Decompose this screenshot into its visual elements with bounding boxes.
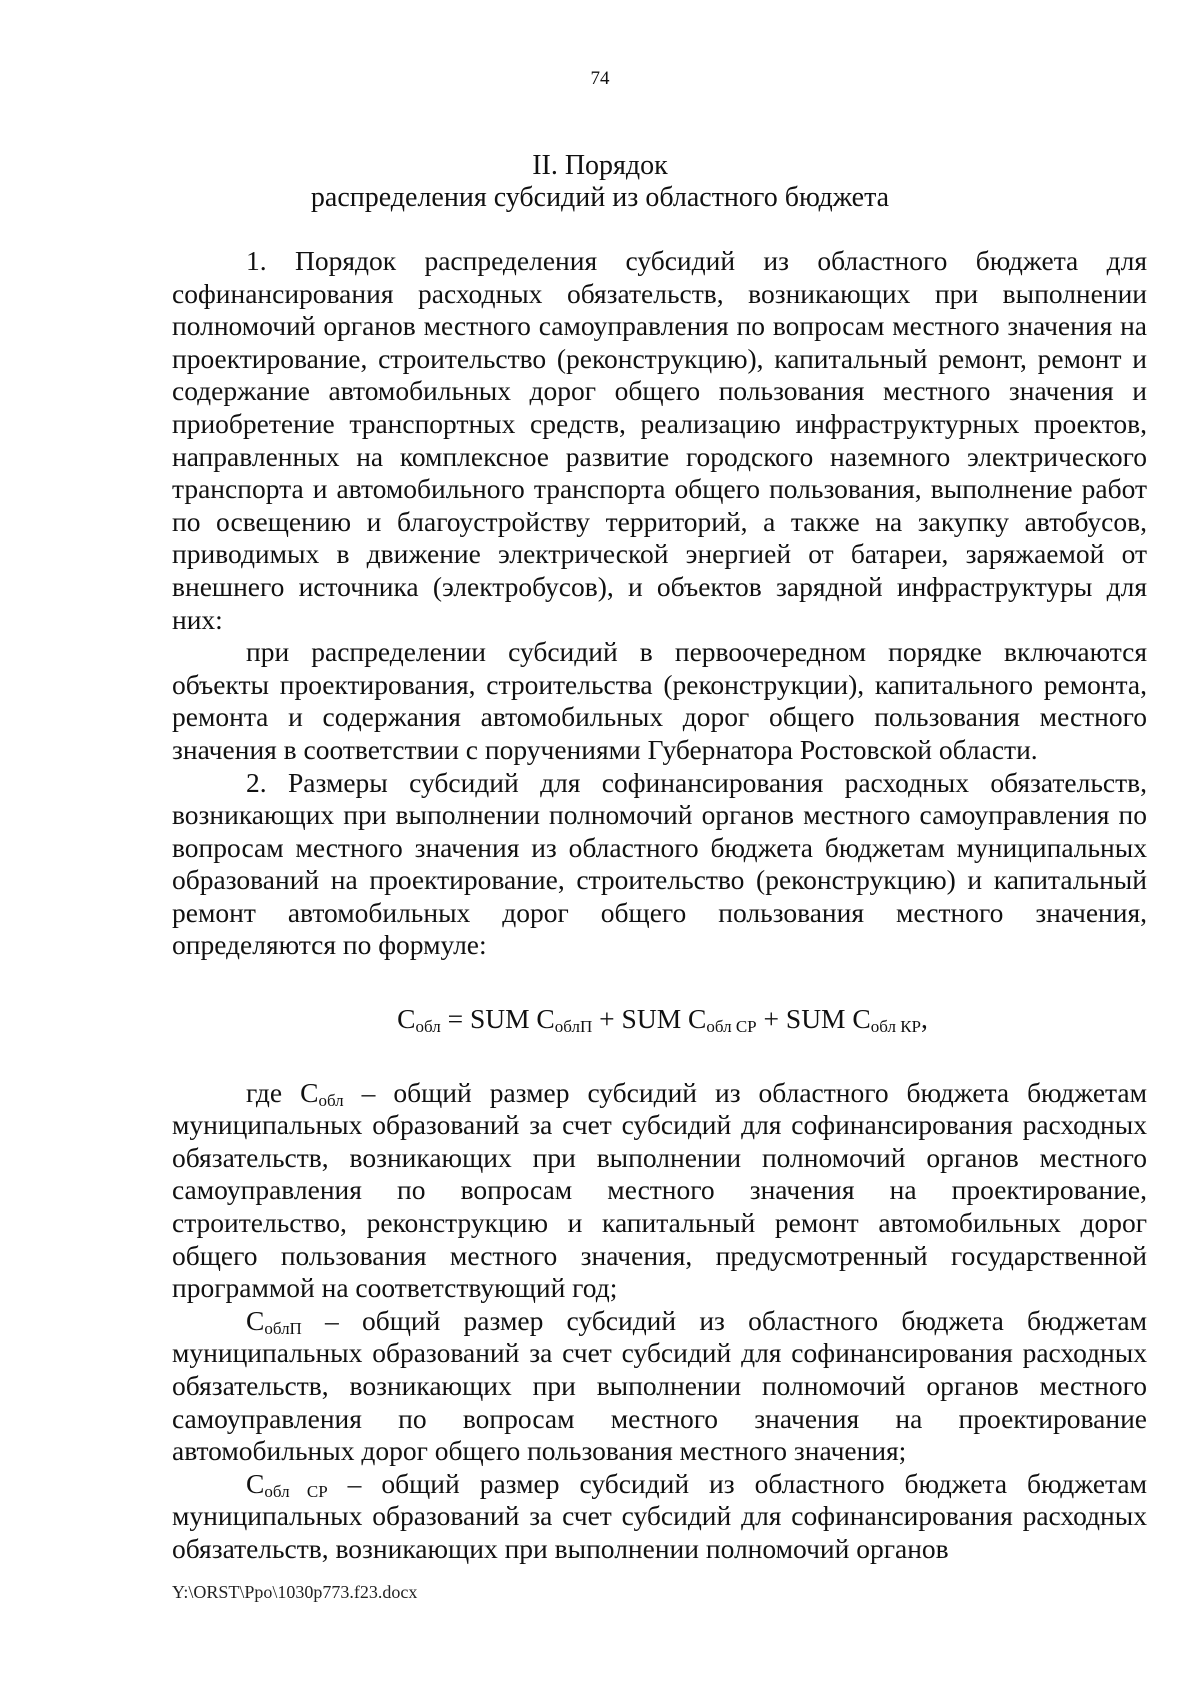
paragraph-2: при распределении субсидий в первоочередном порядке включаются объекты проектирования, строительства (реконструкции), капитального ремонта, ремонта и содержания автомобильных дорог общего пользования местного значения в соответствии с поручениями Губернатора Ростовской области. [172, 636, 1147, 765]
paragraph-definition-c-obl [172, 1077, 1147, 1305]
definition-subscript: обл СР [264, 1481, 328, 1501]
formula-subscript: облП [554, 1017, 593, 1037]
paragraph-definition-c-obl-sr [172, 1468, 1147, 1566]
formula-subscript: обл СР [706, 1017, 757, 1037]
section-heading [0, 150, 1200, 214]
formula-part: = SUM С [440, 1003, 555, 1035]
definition-term: С [246, 1467, 265, 1499]
section-heading-line-2: распределения субсидий из областного бюджета [310, 182, 890, 213]
formula-part: + SUM С [592, 1003, 707, 1035]
formula-part: , [921, 1003, 928, 1035]
definition-term: С [246, 1304, 265, 1336]
definition-text: – общий размер субсидий из областного бюджета бюджетам муниципальных образований за счет субсидий для софинансирования расходных обязательств, возникающих при выполнении полномочий органов местного самоуправления по вопросам местного значения на проектирование, строительство, реконструкцию и капитальный ремонт автомобильных дорог общего пользования местного значения, предусмотренный государственной программой на соответствующий год; [172, 1076, 1148, 1304]
definition-subscript: обл [318, 1090, 344, 1110]
page-number: 74 [590, 68, 610, 89]
formula [172, 1003, 1147, 1036]
section-heading-line-1: II. Порядок [532, 150, 668, 181]
formula-subscript: обл КР [870, 1017, 921, 1037]
definition-subscript: облП [264, 1318, 302, 1338]
formula-part: + SUM С [756, 1003, 871, 1035]
formula-part: С [397, 1003, 416, 1035]
paragraph-1: 1. Порядок распределения субсидий из областного бюджета для софинансирования расходных обязательств, возникающих при выполнении полномочий органов местного самоуправления по вопросам местного значения на проектирование, строительство (реконструкцию), капитальный ремонт, ремонт и содержание автомобильных дорог общего пользования местного значения и приобретение транспортных средств, реализацию инфраструктурных проектов, направленных на комплексное развитие городского наземного электрического транспорта и автомобильного транспорта общего пользования, выполнение работ по освещению и благоустройству территорий, а также на закупку автобусов, приводимых в движение электрической энергией от батареи, заряжаемой от внешнего источника (электробусов), и объектов зарядной инфраструктуры для них: [172, 245, 1147, 635]
definition-text: – общий размер субсидий из областного бюджета бюджетам муниципальных образований за счет субсидий для софинансирования расходных обязательств, возникающих при выполнении полномочий органов местного самоуправления по вопросам местного значения на проектирование автомобильных дорог общего пользования местного значения; [172, 1304, 1147, 1467]
paragraph-3: 2. Размеры субсидий для софинансирования расходных обязательств, возникающих при выполнении полномочий органов местного самоуправления по вопросам местного значения из областного бюджета бюджетам муниципальных образований на проектирование, строительство (реконструкцию) и капитальный ремонт автомобильных дорог общего пользования местного значения, определяются по формуле: [172, 766, 1147, 961]
definition-text: – общий размер субсидий из областного бюджета бюджетам муниципальных образований за счет субсидий для софинансирования расходных обязательств, возникающих при выполнении полномочий органов [172, 1467, 1147, 1564]
document-body [172, 245, 1147, 1566]
formula-subscript: обл [415, 1017, 441, 1037]
file-path-footer: Y:\ORST\Ppo\1030p773.f23.docx [172, 1582, 418, 1602]
definition-term: где С [246, 1076, 319, 1108]
paragraph-definition-c-oblp [172, 1305, 1147, 1468]
